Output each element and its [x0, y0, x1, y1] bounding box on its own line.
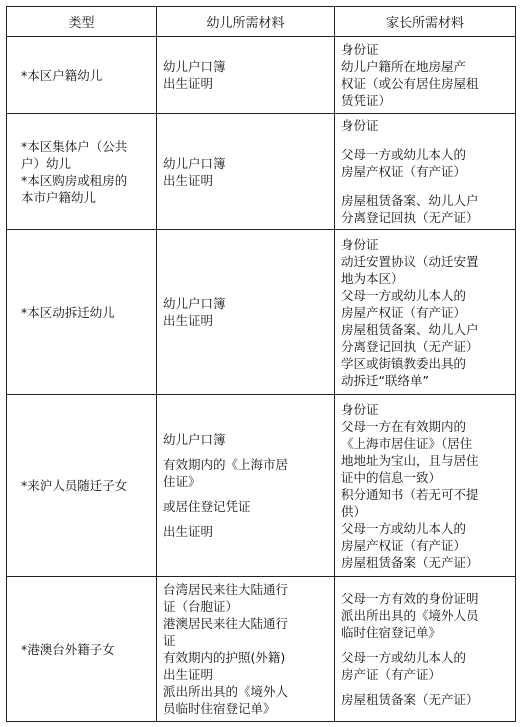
type-line: *港澳台外籍子女 [21, 641, 115, 657]
parent-material: 父母一方或幼儿本人的 [341, 520, 467, 536]
type-cell [7, 395, 157, 577]
type-line: *本区集体户（公共 [21, 138, 128, 154]
table-row [7, 37, 516, 114]
type-cell [7, 114, 157, 230]
parent-material: 房屋租赁备案、幼儿人户 [341, 321, 479, 337]
child-materials-cell [157, 114, 335, 230]
child-materials-cell [157, 395, 335, 577]
parent-material: 身份证 [341, 118, 379, 133]
type-cell [7, 577, 157, 722]
parent-material: 父母一方或幼儿本人的 [341, 147, 467, 162]
child-material: 证（台胞证） [163, 599, 239, 614]
child-material: 港澳居民来往大陆通行 [163, 616, 289, 631]
child-materials-cell [157, 230, 335, 395]
child-material: 出生证明 [163, 172, 214, 188]
table-row [7, 395, 516, 577]
child-material: 有效期内的《上海市居 [163, 457, 289, 472]
child-material: 住证》 [163, 474, 201, 489]
parent-material: 房屋产权证（有产证） [341, 537, 467, 553]
child-material: 出生证明 [163, 524, 214, 539]
parent-material: 身份证 [341, 42, 379, 57]
child-material: 派出所出具的《境外人 [163, 684, 289, 699]
parent-material: 父母一方在有效期内的 [341, 418, 467, 434]
parent-material: 父母一方或幼儿本人的 [341, 650, 467, 665]
type-cell [7, 230, 157, 395]
parent-material: 积分通知书（若无可不提 [341, 486, 479, 502]
parent-material: 房屋租赁备案（无产证） [341, 692, 479, 707]
parent-material: 分离登记回执（无产证） [341, 338, 479, 354]
table-row [7, 114, 516, 230]
type-line: *本区动拆迁幼儿 [21, 304, 115, 320]
parent-material: 证中的信息一致） [341, 469, 442, 485]
header-row [7, 7, 516, 37]
parent-materials-cell [335, 577, 516, 722]
parent-material: 房屋产权证（有产证） [341, 304, 467, 320]
type-line: *本区购房或租房的 [21, 172, 128, 188]
child-material: 出生证明 [163, 667, 214, 682]
parent-material: 《上海市居住证》（居住 [341, 435, 473, 451]
parent-material: 派出所出具的《境外人员 [341, 608, 479, 623]
child-material: 幼儿户口簿 [163, 432, 226, 447]
parent-material: 地为本区） [341, 270, 404, 286]
parent-material: 赁凭证） [341, 93, 392, 108]
type-line: 户）幼儿 [21, 155, 72, 171]
child-material: 员临时住宿登记单》 [163, 701, 276, 716]
parent-material: 房屋产权证（有产证） [341, 164, 467, 179]
parent-material: 动拆迁“联络单” [341, 372, 429, 388]
parent-materials-cell [335, 395, 516, 577]
type-line: 本市户籍幼儿 [21, 189, 97, 205]
child-material: 幼儿户口簿 [163, 296, 226, 311]
parent-material: 地地址为宝山，且与居住 [341, 452, 479, 468]
type-cell [7, 37, 157, 114]
child-material: 出生证明 [163, 313, 214, 328]
parent-material: 父母一方或幼儿本人的 [341, 287, 467, 303]
parent-material: 父母一方有效的身份证明 [341, 591, 479, 606]
parent-material: 房屋租赁备案（无产证） [341, 554, 479, 570]
child-materials-cell [157, 577, 335, 722]
parent-material: 身份证 [341, 401, 379, 417]
parent-material: 分离登记回执（无产证） [341, 210, 479, 225]
parent-material: 学区或街镇教委出具的 [341, 355, 467, 371]
child-material: 幼儿户口簿 [163, 155, 226, 171]
type-line: *来沪人员随迁子女 [21, 478, 128, 493]
parent-materials-cell [335, 230, 516, 395]
materials-table [6, 6, 516, 722]
parent-material: 动迁安置协议（动迁安置 [341, 253, 479, 269]
header-type: 类型 [7, 7, 157, 37]
child-material: 或居住登记凭证 [163, 499, 251, 514]
parent-material: 供） [341, 503, 367, 519]
child-material: 台湾居民来往大陆通行 [163, 582, 289, 597]
parent-material: 房产证（有产证） [341, 667, 442, 682]
parent-material: 临时住宿登记单》 [341, 625, 442, 640]
parent-material: 房屋租赁备案、幼儿人户 [341, 193, 479, 208]
child-material: 证 [163, 633, 176, 648]
parent-material: 幼儿户籍所在地房屋产 [341, 59, 467, 74]
header-parent-materials: 家长所需材料 [335, 7, 516, 37]
parent-material: 权证（或公有居住房屋租 [341, 76, 479, 91]
table-row [7, 577, 516, 722]
child-material: 出生证明 [163, 76, 214, 91]
child-material: 幼儿户口簿 [163, 59, 226, 74]
type-line: *本区户籍幼儿 [21, 67, 103, 83]
table-row [7, 230, 516, 395]
parent-materials-cell [335, 37, 516, 114]
child-material: 有效期内的护照(外籍) [163, 650, 286, 665]
header-child-materials: 幼儿所需材料 [157, 7, 335, 37]
parent-materials-cell [335, 114, 516, 230]
child-materials-cell [157, 37, 335, 114]
parent-material: 身份证 [341, 236, 379, 252]
